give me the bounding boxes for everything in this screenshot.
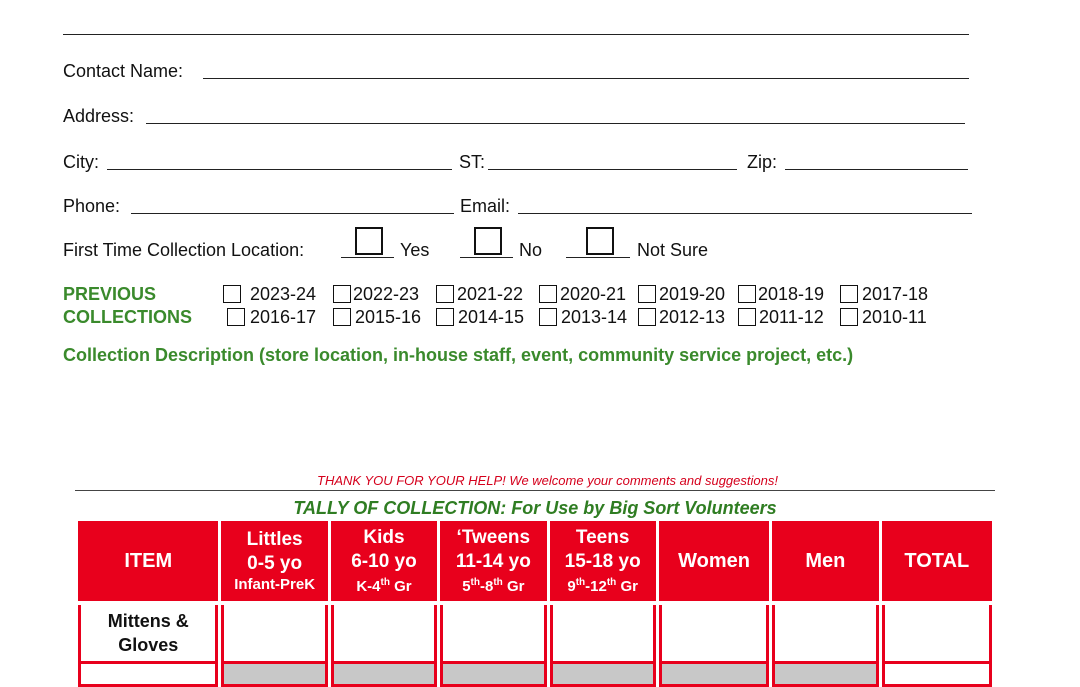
year-label: 2021-22 — [457, 284, 524, 304]
tally-cell-shaded — [331, 664, 437, 687]
grade-sup: th — [493, 577, 503, 588]
contact-name-field[interactable] — [203, 78, 969, 79]
year-checkbox[interactable] — [227, 308, 245, 326]
not-sure-checkbox[interactable] — [586, 227, 614, 255]
tally-header-row — [78, 521, 992, 601]
year-checkbox[interactable] — [738, 308, 756, 326]
year-label: 2019-20 — [659, 284, 726, 304]
tally-cell[interactable] — [882, 664, 992, 687]
year-label: 2011-12 — [759, 307, 824, 327]
zip-field[interactable] — [785, 169, 968, 170]
col-men: Men — [772, 521, 878, 601]
tally-cell[interactable] — [331, 605, 437, 664]
grade-sup: th — [606, 577, 617, 588]
year-label: 2016-17 — [250, 307, 317, 327]
year-label: 2020-21 — [560, 284, 627, 304]
email-field[interactable] — [518, 213, 972, 214]
year-label: 2018-19 — [758, 284, 825, 304]
row-item-empty — [78, 664, 218, 687]
col-littles-age: 0-5 yo — [247, 553, 303, 574]
yes-label: Yes — [400, 240, 430, 260]
contact-name-label: Contact Name: — [63, 61, 184, 81]
year-label: 2023-24 — [250, 284, 317, 304]
tally-cell[interactable] — [440, 605, 546, 664]
table-row — [78, 664, 992, 687]
grade-sup: th — [380, 577, 390, 588]
col-tweens-grade — [442, 574, 544, 596]
col-teens-age: 15-18 yo — [564, 551, 641, 572]
item-line: Mittens & — [107, 611, 189, 631]
year-checkbox[interactable] — [638, 308, 656, 326]
year-label: 2015-16 — [355, 307, 422, 327]
item-line: Gloves — [118, 635, 179, 655]
grade-text: Gr — [389, 578, 412, 595]
col-littles — [221, 521, 327, 601]
grade-text: Gr — [502, 578, 525, 595]
col-kids-age: 6-10 yo — [351, 551, 417, 572]
tally-cell[interactable] — [659, 605, 769, 664]
grade-text: 9 — [567, 578, 576, 595]
grade-sup: th — [575, 577, 586, 588]
grade-text: Gr — [616, 578, 638, 595]
col-teens — [550, 521, 656, 601]
yes-underline — [341, 257, 394, 258]
year-checkbox[interactable] — [840, 308, 858, 326]
year-checkbox[interactable] — [333, 285, 351, 303]
year-checkbox[interactable] — [638, 285, 656, 303]
phone-field[interactable] — [131, 213, 454, 214]
col-tweens-age: 11-14 yo — [455, 551, 531, 572]
grade-sup: th — [470, 577, 480, 588]
grade-text: -8 — [479, 578, 494, 595]
col-tweens-name: ‘Tweens — [456, 527, 531, 548]
not-sure-underline — [566, 257, 630, 258]
col-kids — [331, 521, 437, 601]
year-label: 2012-13 — [659, 307, 726, 327]
grade-text: K-4 — [356, 578, 381, 595]
tally-cell[interactable] — [772, 605, 878, 664]
year-label: 2022-23 — [353, 284, 420, 304]
table-row — [78, 605, 992, 664]
zip-label: Zip: — [747, 152, 778, 172]
tally-cell-shaded — [550, 664, 656, 687]
not-sure-label: Not Sure — [637, 240, 709, 260]
tally-divider — [75, 490, 995, 491]
year-label: 2014-15 — [458, 307, 525, 327]
col-item: ITEM — [78, 521, 218, 601]
year-checkbox[interactable] — [840, 285, 858, 303]
grade-text: -12 — [585, 578, 607, 595]
year-label: 2010-11 — [862, 307, 927, 327]
col-littles-name: Littles — [246, 529, 303, 550]
tally-cell[interactable] — [882, 605, 992, 664]
city-field[interactable] — [107, 169, 452, 170]
year-checkbox[interactable] — [539, 308, 557, 326]
grade-text: 5 — [462, 578, 471, 595]
phone-label: Phone: — [63, 196, 121, 216]
tally-cell-shaded — [772, 664, 878, 687]
col-kids-grade — [333, 574, 435, 596]
address-field[interactable] — [146, 123, 965, 124]
year-checkbox[interactable] — [436, 308, 454, 326]
st-field[interactable] — [488, 169, 737, 170]
yes-checkbox[interactable] — [355, 227, 383, 255]
col-teens-name: Teens — [575, 527, 630, 548]
year-checkbox[interactable] — [223, 285, 241, 303]
row-item-mittens-gloves — [78, 605, 218, 664]
previous-label-line2: COLLECTIONS — [63, 307, 192, 327]
tally-cell[interactable] — [221, 605, 327, 664]
tally-title: TALLY OF COLLECTION: For Use by Big Sort Volunteers — [293, 498, 777, 518]
year-label: 2013-14 — [561, 307, 628, 327]
st-label: ST: — [459, 152, 486, 172]
thanks-note: THANK YOU FOR YOUR HELP! We welcome your comments and suggestions! — [317, 473, 778, 488]
year-checkbox[interactable] — [539, 285, 557, 303]
year-checkbox[interactable] — [333, 308, 351, 326]
year-checkbox[interactable] — [436, 285, 454, 303]
col-tweens — [440, 521, 546, 601]
col-women: Women — [659, 521, 769, 601]
tally-cell-shaded — [221, 664, 327, 687]
col-teens-grade — [552, 574, 654, 596]
address-label: Address: — [63, 106, 135, 126]
first-time-label: First Time Collection Location: — [63, 240, 305, 260]
description-label: Collection Description (store location, in-house staff, event, community service project, etc.) — [63, 345, 854, 365]
tally-cell-shaded — [440, 664, 546, 687]
year-checkbox[interactable] — [738, 285, 756, 303]
email-label: Email: — [460, 196, 511, 216]
col-kids-name: Kids — [363, 527, 405, 548]
tally-cell[interactable] — [550, 605, 656, 664]
city-label: City: — [63, 152, 99, 172]
no-label: No — [519, 240, 543, 260]
year-label: 2017-18 — [862, 284, 929, 304]
col-total: TOTAL — [882, 521, 992, 601]
previous-label-line1: PREVIOUS — [63, 284, 157, 304]
no-checkbox[interactable] — [474, 227, 502, 255]
tally-cell-shaded — [659, 664, 769, 687]
col-littles-grade: Infant-PreK — [234, 576, 316, 593]
tally-table — [75, 521, 995, 687]
no-underline — [460, 257, 513, 258]
top-rule — [63, 34, 969, 35]
